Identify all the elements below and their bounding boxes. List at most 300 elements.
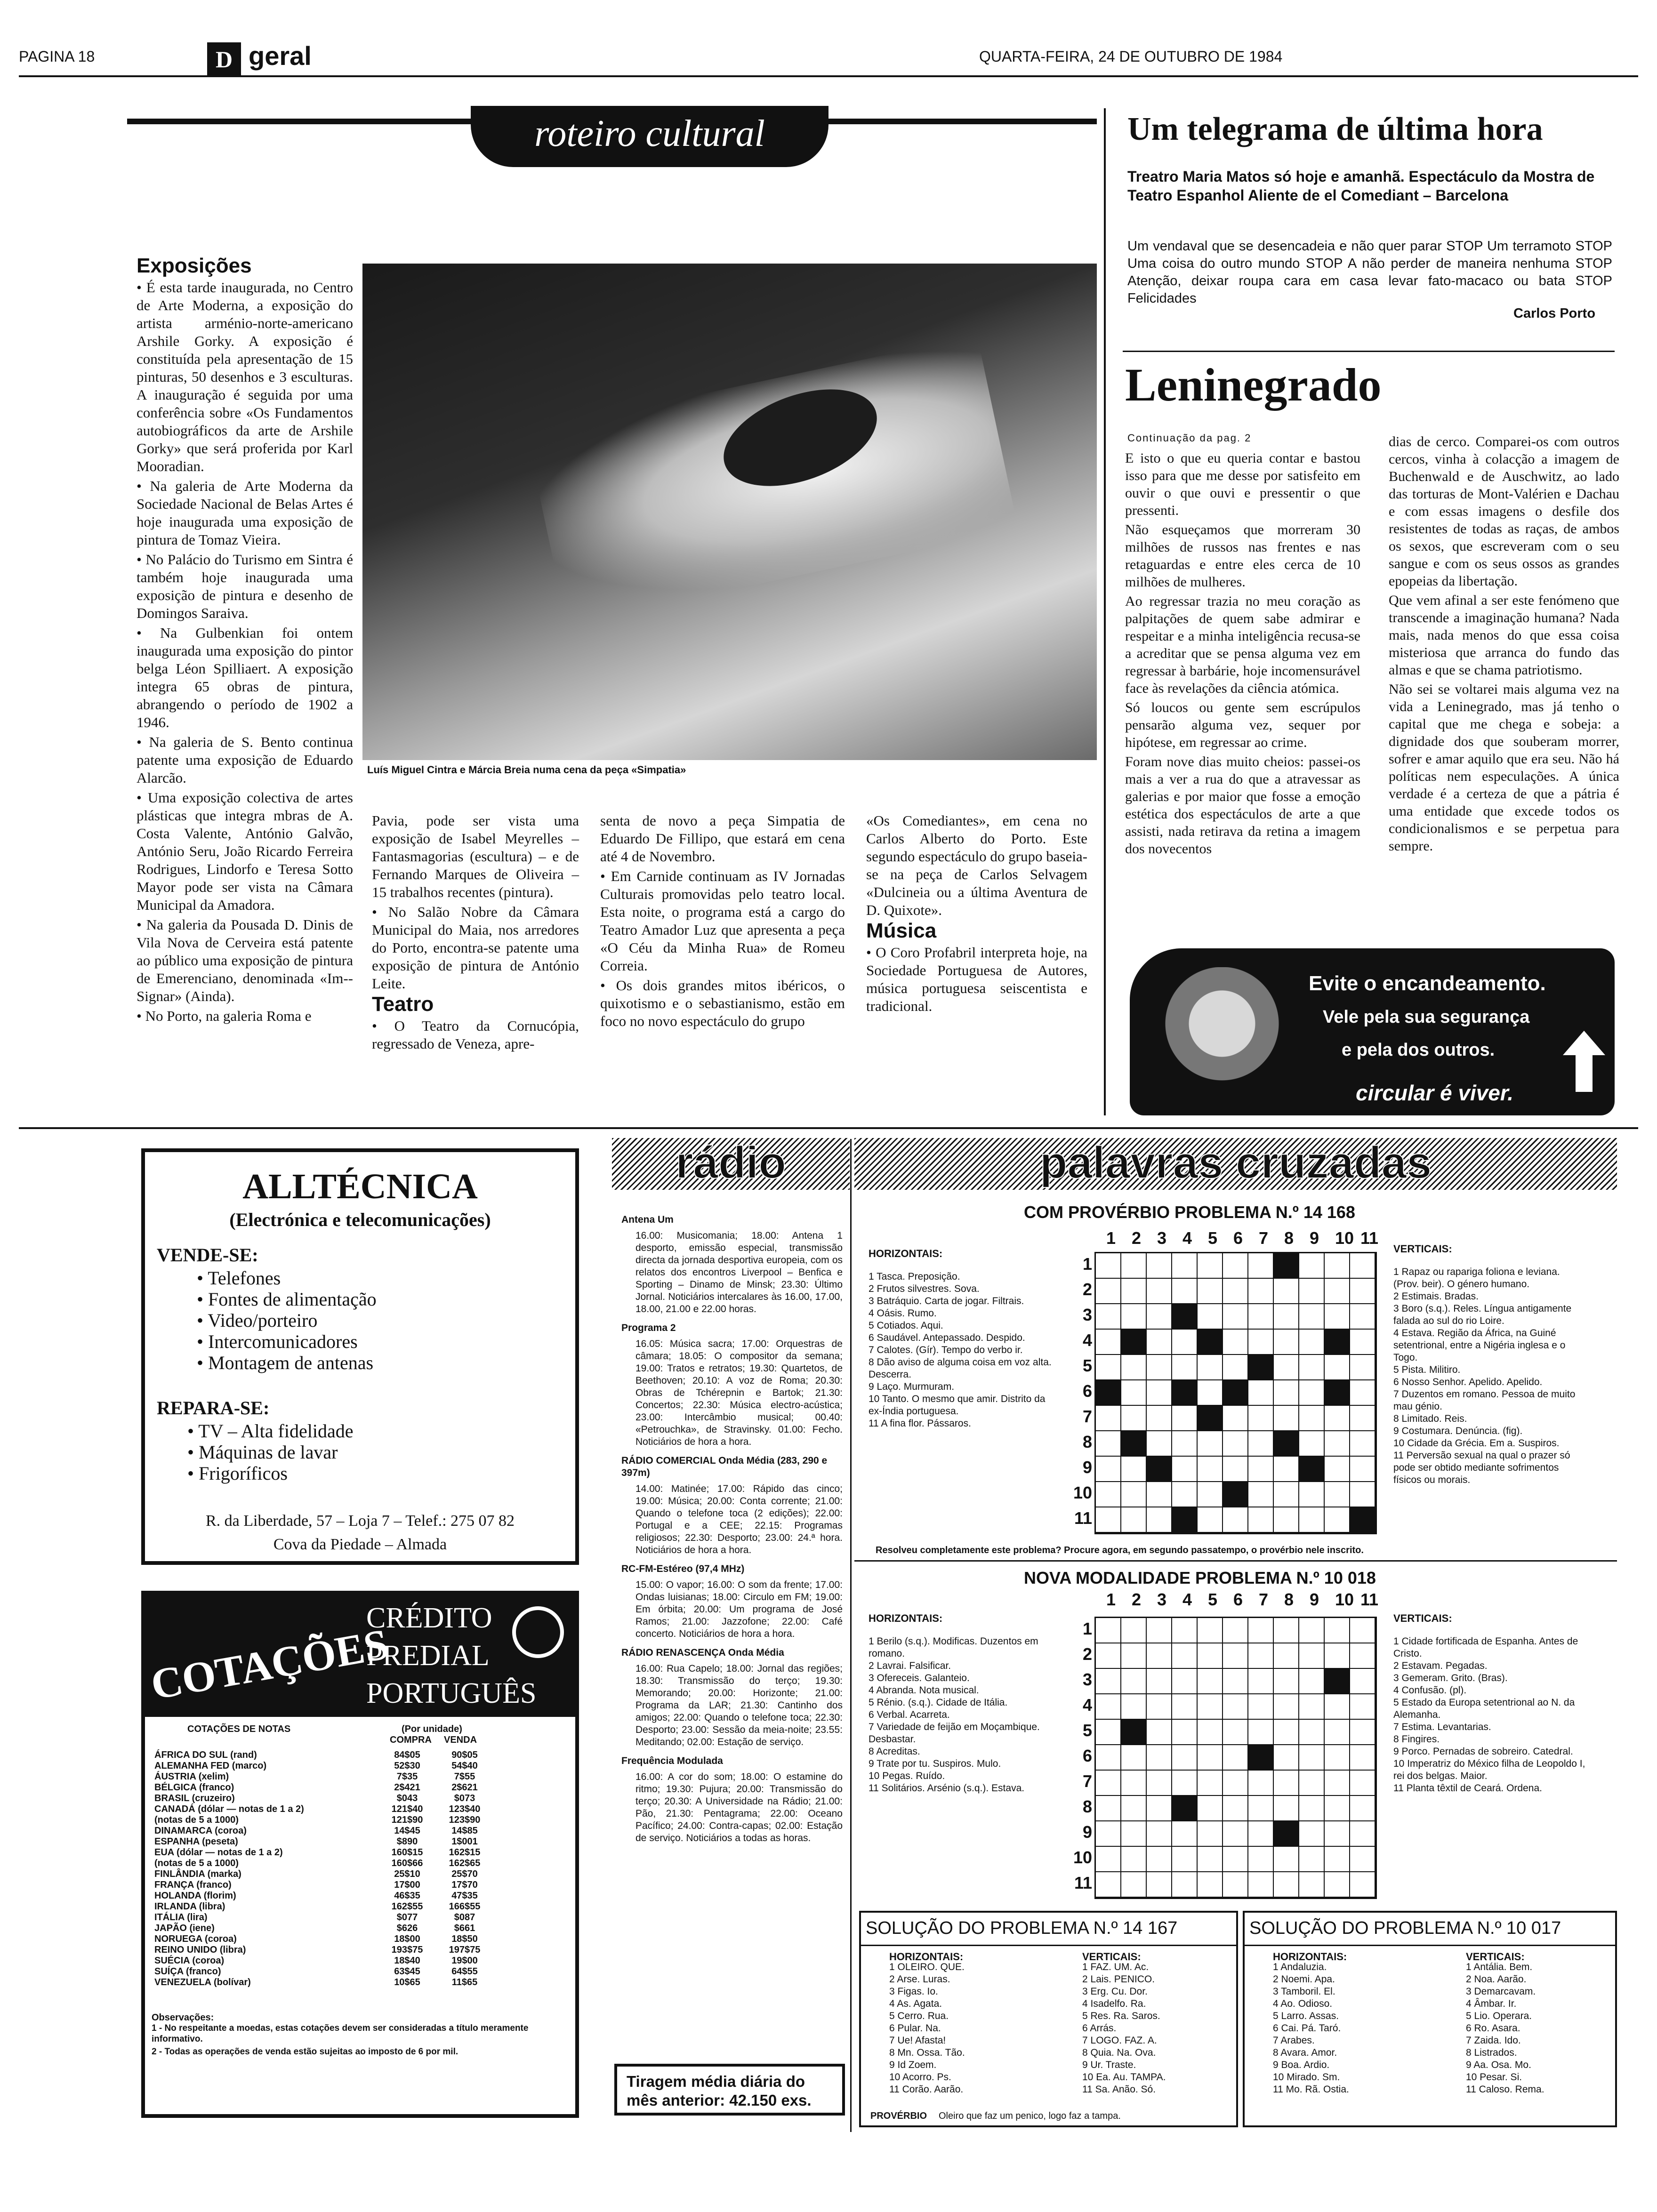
grid-square: [1299, 1355, 1325, 1380]
grid-square: [1172, 1355, 1198, 1380]
roteiro-right-rule: [1104, 108, 1106, 1115]
bank-logo-icon: [512, 1606, 564, 1658]
proverbio-label: PROVÉRBIO: [870, 2111, 927, 2121]
grid-square: [1198, 1643, 1223, 1669]
currency-name: SUÉCIA (coroa): [154, 1956, 225, 1966]
grid-square: [1096, 1406, 1121, 1431]
grid-square: [1248, 1669, 1274, 1694]
cotacao-row: [152, 1782, 493, 1793]
telegrama-subtitle: Treatro Maria Matos só hoje e amanhã. Espectáculo da Mostra de Teatro Espanhol Aliente de el Comediant – Barcelona: [1127, 168, 1595, 204]
grid-black-square: [1198, 1406, 1223, 1431]
solution-1-box: [859, 1911, 1238, 2127]
cotacao-row: [152, 1761, 493, 1771]
grid-column-number: 8: [1284, 1228, 1294, 1248]
cotacao-row: [152, 1923, 493, 1934]
radio-schedule: 16.00: A cor do som; 18.00: O estamine do ritmo; 19.30: Pujura; 20.00: Transmissão do terço; 20.30: A Universidade na Rádio; 21.00: Pão, 21.30: Pentagrama; 22.00: Oceano Pacífico; 24.00: Contra-capas; 02.00: Estação de serviço. Noticiários a todas as horas.: [635, 1771, 843, 1843]
grid-square: [1147, 1669, 1172, 1694]
compra-value: 10$65: [394, 1977, 420, 1988]
grid-square: [1274, 1406, 1299, 1431]
compra-value: $626: [396, 1923, 418, 1933]
grid-black-square: [1172, 1380, 1198, 1406]
cotacoes-col-head-compra: COMPRA: [390, 1735, 432, 1745]
mid-page-rule: [19, 1127, 1638, 1129]
problem-1-title: COM PROVÉRBIO PROBLEMA N.º 14 168: [1024, 1202, 1355, 1222]
grid-black-square: [1325, 1669, 1350, 1694]
cotacao-row: [152, 1836, 493, 1847]
compra-value: 18$40: [394, 1956, 420, 1966]
grid-square: [1350, 1431, 1375, 1457]
currency-name: ESPANHA (peseta): [154, 1836, 238, 1847]
roteiro-column-2: [372, 812, 579, 1055]
grid-square: [1223, 1720, 1248, 1745]
grid-square: [1121, 1643, 1147, 1669]
currency-name: IRLANDA (libra): [154, 1901, 225, 1912]
venda-value: $073: [454, 1793, 475, 1803]
grid-row-number: 5: [1082, 1356, 1092, 1375]
clue-vertical: 5 Pista. Militiro.: [1393, 1364, 1461, 1375]
solution-vertical: 10 Pesar. Si.: [1466, 2072, 1522, 2083]
p2-horizontais-list: [869, 1635, 1057, 1795]
grid-black-square: [1350, 1507, 1375, 1533]
cotacoes-col-head-notas: COTAÇÕES DE NOTAS: [187, 1724, 291, 1734]
grid-row-number: 3: [1082, 1670, 1092, 1689]
exposicoes-item: • Na galeria de S. Bento continua patente uma exposição de Eduardo Alarcão.: [137, 733, 353, 787]
section-name: geral: [249, 41, 312, 71]
grid-row-number: 9: [1082, 1458, 1092, 1477]
solution-vertical: 2 Noa. Aarão.: [1466, 1974, 1527, 1985]
grid-square: [1172, 1669, 1198, 1694]
currency-name: CANADÁ (dólar — notas de 1 a 2): [154, 1804, 304, 1814]
clue-horizontal: 4 Abranda. Nota musical.: [869, 1685, 979, 1696]
repara-item: • Frigoríficos: [187, 1463, 353, 1484]
grid-square: [1299, 1643, 1325, 1669]
compra-value: 52$30: [394, 1761, 420, 1771]
grid-black-square: [1223, 1482, 1248, 1507]
grid-column-number: 1: [1106, 1590, 1116, 1609]
grid-row-number: 7: [1082, 1771, 1092, 1791]
grid-square: [1223, 1279, 1248, 1304]
grid-black-square: [1172, 1796, 1198, 1821]
grid-row-number: 11: [1074, 1873, 1092, 1892]
grid-column-number: 6: [1233, 1590, 1243, 1609]
grid-black-square: [1274, 1253, 1299, 1279]
grid-square: [1299, 1745, 1325, 1771]
compra-value: 193$75: [391, 1945, 423, 1955]
grid-square: [1223, 1872, 1248, 1898]
solution-horizontal: 9 Id Zoem.: [889, 2060, 937, 2070]
currency-name: EUA (dólar — notas de 1 a 2): [154, 1847, 283, 1858]
telegrama-title: Um telegrama de última hora: [1127, 111, 1543, 147]
venda-value: 47$35: [451, 1891, 478, 1901]
newspaper-logo: D: [207, 42, 241, 76]
grid-square: [1248, 1406, 1274, 1431]
grid-square: [1350, 1482, 1375, 1507]
cotacao-row: [152, 1934, 493, 1945]
radio-banner: [612, 1138, 850, 1190]
grid-square: [1121, 1304, 1147, 1330]
currency-name: REINO UNIDO (libra): [154, 1945, 246, 1955]
tiragem-box: [614, 2064, 845, 2116]
grid-column-number: 10: [1335, 1590, 1354, 1609]
grid-black-square: [1172, 1507, 1198, 1533]
grid-column-number: 8: [1284, 1590, 1294, 1609]
grid-black-square: [1248, 1745, 1274, 1771]
grid-square: [1172, 1694, 1198, 1720]
cotacoes-col-head-venda: VENDA: [444, 1735, 477, 1745]
grid-square: [1325, 1694, 1350, 1720]
clue-vertical: 7 Duzentos em romano. Pessoa de muito mau génio.: [1393, 1389, 1576, 1412]
grid-square: [1299, 1618, 1325, 1643]
cotacoes-obs-title: Observações:: [152, 2012, 214, 2023]
grid-square: [1147, 1872, 1172, 1898]
grid-square: [1147, 1847, 1172, 1872]
grid-row-number: 7: [1082, 1407, 1092, 1426]
grid-square: [1248, 1457, 1274, 1482]
clue-vertical: 8 Fingires.: [1393, 1734, 1440, 1745]
grid-square: [1096, 1821, 1121, 1847]
grid-row-number: 3: [1082, 1305, 1092, 1324]
leninegrado-title: Leninegrado: [1125, 359, 1382, 411]
solution-vertical: 7 Zaida. Ido.: [1466, 2035, 1521, 2046]
grid-square: [1350, 1253, 1375, 1279]
grid-black-square: [1325, 1380, 1350, 1406]
grid-square: [1198, 1796, 1223, 1821]
cotacao-row: [152, 1750, 493, 1761]
compra-value: 160$15: [391, 1847, 423, 1858]
radio-banner-title: rádio: [676, 1138, 786, 1188]
grid-black-square: [1325, 1330, 1350, 1355]
clue-vertical: 1 Rapaz ou rapariga foliona e leviana. (Prov. beir). O género humano.: [1393, 1266, 1560, 1290]
cotacao-row: [152, 1858, 493, 1869]
venda-value: 1$001: [451, 1836, 478, 1847]
grid-square: [1223, 1304, 1248, 1330]
grid-square: [1350, 1821, 1375, 1847]
grid-square: [1274, 1872, 1299, 1898]
grid-column-number: 6: [1233, 1228, 1243, 1248]
grid-square: [1172, 1457, 1198, 1482]
currency-name: (notas de 5 a 1000): [154, 1858, 239, 1868]
alltecnica-city: Cova da Piedade – Almada: [273, 1536, 447, 1553]
grid-square: [1325, 1618, 1350, 1643]
grid-square: [1096, 1431, 1121, 1457]
solution-vertical: 4 Âmbar. Ir.: [1466, 1998, 1517, 2009]
clue-horizontal: 8 Acreditas.: [869, 1746, 920, 1757]
clue-vertical: 9 Costumara. Denúncia. (fig).: [1393, 1426, 1523, 1436]
grid-square: [1121, 1694, 1147, 1720]
grid-square: [1096, 1847, 1121, 1872]
exposicoes-heading: Exposições: [137, 254, 252, 277]
alltecnica-ad: [141, 1148, 579, 1565]
solution-2-title: SOLUÇÃO DO PROBLEMA N.º 10 017: [1249, 1918, 1561, 1938]
palavras-banner-title: palavras cruzadas: [1039, 1138, 1432, 1188]
grid-row-number: 1: [1082, 1254, 1092, 1274]
clue-horizontal: 10 Tanto. O mesmo que amir. Distrito da ex-Índia portuguesa.: [869, 1394, 1046, 1417]
exposicoes-item: • Na Gulbenkian foi ontem inaugurada uma exposição do pintor belga Léon Spilliaert. A exposição integra 65 obras de pintura, abrangendo o período de 1902 a 1946.: [137, 624, 353, 731]
currency-name: VENEZUELA (bolívar): [154, 1977, 251, 1988]
roteiro-column-3: [600, 812, 845, 1032]
cotacao-row: [152, 1804, 493, 1815]
solution-horizontal: 8 Mn. Ossa. Tão.: [889, 2047, 965, 2058]
grid-square: [1147, 1720, 1172, 1745]
vende-item: • Fontes de alimentação: [197, 1289, 377, 1310]
grid-square: [1299, 1431, 1325, 1457]
grid-black-square: [1147, 1457, 1172, 1482]
grid-square: [1198, 1745, 1223, 1771]
venda-value: 18$50: [451, 1934, 478, 1944]
clue-horizontal: 4 Oásis. Rumo.: [869, 1308, 937, 1319]
grid-square: [1223, 1330, 1248, 1355]
vende-item: • Video/porteiro: [197, 1310, 377, 1331]
grid-square: [1172, 1771, 1198, 1796]
solution-horizontal: 3 Tamboril. El.: [1273, 1986, 1335, 1997]
currency-name: ITÁLIA (lira): [154, 1912, 208, 1923]
compra-value: 63$45: [394, 1966, 420, 1977]
grid-square: [1172, 1720, 1198, 1745]
grid-column-number: 9: [1310, 1228, 1319, 1248]
grid-square: [1299, 1821, 1325, 1847]
grid-square: [1121, 1279, 1147, 1304]
grid-square: [1223, 1745, 1248, 1771]
road-safety-ad: [1130, 948, 1615, 1115]
solution-vertical: 1 Antália. Bem.: [1466, 1962, 1533, 1972]
radio-schedule: 16.00: Rua Capelo; 18.00: Jornal das regiões; 18.30: Transmissão do terço; 19.30: Memorando; 20.00: Horizonte; 21.00: Programa da LAR; 21.30: Cantinho dos amigos; 22.00: Quando o telefone toca; 22.30: Desporto; 23.00: Sessão da meia-noite; 23.55: Meditando; 02.00: Estação de serviço.: [635, 1663, 843, 1747]
cotacao-row: [152, 1815, 493, 1826]
grid-square: [1147, 1507, 1172, 1533]
clue-horizontal: 11 A fina flor. Pássaros.: [869, 1418, 971, 1429]
grid-square: [1096, 1796, 1121, 1821]
grid-square: [1299, 1720, 1325, 1745]
grid-square: [1198, 1431, 1223, 1457]
grid-square: [1325, 1771, 1350, 1796]
grid-square: [1350, 1279, 1375, 1304]
p2-verticais-list: [1393, 1635, 1586, 1795]
grid-square: [1325, 1406, 1350, 1431]
solution-vertical: 11 Sa. Anão. Só.: [1082, 2084, 1156, 2095]
grid-square: [1121, 1482, 1147, 1507]
grid-square: [1198, 1872, 1223, 1898]
grid-square: [1121, 1253, 1147, 1279]
venda-value: 54$40: [451, 1761, 478, 1771]
grid-square: [1121, 1355, 1147, 1380]
page-date: QUARTA-FEIRA, 24 DE OUTUBRO DE 1984: [979, 48, 1283, 65]
grid-square: [1350, 1330, 1375, 1355]
clue-vertical: 5 Estado da Europa setentrional ao N. da Alemanha.: [1393, 1697, 1575, 1720]
grid-column-number: 9: [1310, 1590, 1319, 1609]
grid-square: [1121, 1457, 1147, 1482]
grid-square: [1274, 1507, 1299, 1533]
currency-name: JAPÃO (iene): [154, 1923, 215, 1933]
vende-item: • Montagem de antenas: [197, 1352, 377, 1373]
venda-value: 2$621: [451, 1782, 478, 1793]
grid-square: [1274, 1771, 1299, 1796]
grid-square: [1248, 1618, 1274, 1643]
clue-horizontal: 8 Dão aviso de alguma coisa em voz alta. Descerra.: [869, 1357, 1052, 1380]
grid-square: [1350, 1745, 1375, 1771]
exposicoes-item: • No Salão Nobre da Câmara Municipal do Maia, nos arredores do Porto, encontra-se patente uma exposição de pintura de António Leite.: [372, 903, 579, 993]
compra-value: 18$00: [394, 1934, 420, 1944]
cotacao-row: [152, 1880, 493, 1891]
repara-heading: REPARA-SE:: [157, 1397, 270, 1419]
solution-vertical: 9 Ur. Traste.: [1082, 2060, 1136, 2070]
clue-horizontal: 6 Saudável. Antepassado. Despido.: [869, 1332, 1025, 1343]
grid-square: [1121, 1669, 1147, 1694]
grid-square: [1147, 1330, 1172, 1355]
solution-vertical: 10 Ea. Au. TAMPA.: [1082, 2072, 1166, 2083]
venda-value: 19$00: [451, 1956, 478, 1966]
grid-square: [1299, 1330, 1325, 1355]
teatro-item: «Os Comediantes», em cena no Carlos Alberto do Porto. Este segundo espectáculo do grupo baseia-se na peça de Carlos Selvagem «Dulcineia ou a última Aventura de D. Quixote».: [866, 812, 1088, 918]
radio-station-title: RÁDIO COMERCIAL Onda Média (283, 290 e 397m): [621, 1455, 828, 1478]
grid-square: [1223, 1771, 1248, 1796]
roteiro-column-4: [866, 812, 1087, 1017]
grid-square: [1223, 1457, 1248, 1482]
clue-vertical: 2 Estimais. Bradas.: [1393, 1291, 1479, 1302]
grid-square: [1350, 1380, 1375, 1406]
grid-square: [1172, 1253, 1198, 1279]
sol2-h-list: [1273, 1961, 1349, 2096]
p1-horizontais-label: HORIZONTAIS:: [869, 1248, 943, 1259]
roteiro-banner: [471, 106, 828, 167]
solution-horizontal: 5 Larro. Assas.: [1273, 2011, 1339, 2021]
grid-square: [1147, 1694, 1172, 1720]
repara-item: • Máquinas de lavar: [187, 1442, 353, 1463]
grid-column-number: 11: [1360, 1228, 1379, 1248]
musica-heading: Música: [866, 919, 937, 942]
grid-square: [1299, 1482, 1325, 1507]
grid-square: [1299, 1771, 1325, 1796]
solution-horizontal: 2 Arse. Luras.: [889, 1974, 950, 1985]
grid-row-number: 4: [1082, 1695, 1092, 1715]
clue-vertical: 6 Nosso Senhor. Apelido. Apelido.: [1393, 1377, 1543, 1387]
grid-square: [1147, 1253, 1172, 1279]
grid-square: [1147, 1745, 1172, 1771]
grid-square: [1223, 1431, 1248, 1457]
grid-row-number: 8: [1082, 1432, 1092, 1451]
currency-name: HOLANDA (florim): [154, 1891, 236, 1901]
grid-column-number: 2: [1132, 1590, 1142, 1609]
grid-square: [1172, 1406, 1198, 1431]
grid-row-number: 10: [1073, 1848, 1093, 1867]
sol1-h-label: HORIZONTAIS:: [889, 1951, 964, 1963]
grid-square: [1198, 1380, 1223, 1406]
grid-square: [1299, 1406, 1325, 1431]
grid-row-number: 5: [1082, 1721, 1092, 1740]
grid-square: [1121, 1771, 1147, 1796]
grid-black-square: [1248, 1355, 1274, 1380]
clue-horizontal: 10 Pegas. Ruído.: [869, 1771, 945, 1781]
cotacoes-obs-2: 2 - Todas as operações de venda estão sujeitas ao imposto de 6 por mil.: [152, 2047, 458, 2057]
grid-square: [1248, 1330, 1274, 1355]
grid-square: [1096, 1669, 1121, 1694]
grid-square: [1325, 1279, 1350, 1304]
bank-name-3: PORTUGUÊS: [366, 1677, 537, 1709]
grid-square: [1325, 1821, 1350, 1847]
grid-square: [1096, 1618, 1121, 1643]
solution-horizontal: 7 Ue! Afasta!: [889, 2035, 946, 2046]
compra-value: 17$00: [394, 1880, 420, 1890]
solution-horizontal: 6 Pular. Na.: [889, 2023, 941, 2034]
p1-horizontais-list: [869, 1271, 1057, 1430]
venda-value: 7$55: [454, 1771, 475, 1782]
grid-square: [1096, 1872, 1121, 1898]
grid-square: [1274, 1847, 1299, 1872]
p2-horizontais-label: HORIZONTAIS:: [869, 1612, 943, 1624]
compra-value: $890: [396, 1836, 418, 1847]
grid-square: [1274, 1643, 1299, 1669]
radio-listings: [621, 1207, 843, 1844]
venda-value: 123$90: [449, 1815, 481, 1825]
grid-square: [1248, 1847, 1274, 1872]
grid-square: [1274, 1355, 1299, 1380]
grid-square: [1350, 1720, 1375, 1745]
grid-square: [1147, 1279, 1172, 1304]
solution-horizontal: 9 Boa. Ardio.: [1273, 2060, 1330, 2070]
solution-horizontal: 6 Cai. Pá. Taró.: [1273, 2023, 1341, 2034]
palavras-divider-1: [854, 1560, 1617, 1562]
grid-square: [1325, 1431, 1350, 1457]
exposicoes-item: • Na galeria da Pousada D. Dinis de Vila Nova de Cerveira está patente ao público uma exposição de pintura de Emerenciano, denominada «Im--Signar» (Ainda).: [137, 916, 353, 1005]
grid-black-square: [1096, 1380, 1121, 1406]
clue-vertical: 11 Planta têxtil de Ceará. Ordena.: [1393, 1783, 1542, 1794]
solution-horizontal: 3 Figas. Io.: [889, 1986, 938, 1997]
grid-square: [1147, 1304, 1172, 1330]
grid-square: [1248, 1872, 1274, 1898]
venda-value: 162$15: [449, 1847, 481, 1858]
cotacao-row: [152, 1956, 493, 1966]
vende-heading: VENDE-SE:: [157, 1244, 258, 1266]
grid-black-square: [1299, 1457, 1325, 1482]
grid-square: [1350, 1771, 1375, 1796]
solution-2-box: [1243, 1911, 1617, 2127]
venda-value: 123$40: [449, 1804, 481, 1814]
grid-row-number: 4: [1082, 1330, 1092, 1350]
grid-square: [1198, 1482, 1223, 1507]
grid-square: [1325, 1457, 1350, 1482]
grid-row-number: 6: [1082, 1381, 1092, 1401]
grid-square: [1096, 1457, 1121, 1482]
clue-horizontal: 2 Frutos silvestres. Sova.: [869, 1283, 980, 1294]
grid-square: [1325, 1355, 1350, 1380]
solution-vertical: 5 Lio. Operara.: [1466, 2011, 1532, 2021]
teatro-item: senta de novo a peça Simpatia de Eduardo De Fillipo, que estará em cena até 4 de Novembro.: [600, 812, 845, 865]
clue-vertical: 3 Gemeram. Grito. (Bras).: [1393, 1673, 1508, 1683]
p1-verticais-list: [1393, 1266, 1586, 1486]
radio-station-title: Programa 2: [621, 1322, 676, 1333]
cotacoes-banner: COTAÇÕES: [147, 1619, 392, 1709]
grid-row-number: 9: [1082, 1822, 1092, 1842]
solution-vertical: 6 Ro. Asara.: [1466, 2023, 1520, 2034]
ad-line-2: Vele pela sua segurança: [1323, 1007, 1530, 1027]
grid-square: [1096, 1253, 1121, 1279]
grid-square: [1198, 1618, 1223, 1643]
grid-square: [1350, 1457, 1375, 1482]
grid-square: [1325, 1643, 1350, 1669]
solution-vertical: 8 Quia. Na. Ova.: [1082, 2047, 1156, 2058]
grid-square: [1172, 1745, 1198, 1771]
grid-square: [1350, 1796, 1375, 1821]
clue-vertical: 8 Limitado. Reis.: [1393, 1413, 1467, 1424]
solution-vertical: 6 Arrás.: [1082, 2023, 1117, 2034]
cotacao-row: [152, 1891, 493, 1901]
crossword-grid-2: [1094, 1617, 1377, 1899]
venda-value: 166$55: [449, 1901, 481, 1912]
clue-vertical: 10 Imperatriz do México filha de Leopoldo I, rei dos belgas. Maior.: [1393, 1758, 1585, 1781]
radio-station-title: Frequência Modulada: [621, 1755, 723, 1766]
clue-vertical: 2 Estavam. Pegadas.: [1393, 1660, 1488, 1671]
grid-square: [1350, 1669, 1375, 1694]
grid-square: [1172, 1847, 1198, 1872]
clue-horizontal: 11 Solitários. Arsénio (s.q.). Estava.: [869, 1783, 1025, 1794]
